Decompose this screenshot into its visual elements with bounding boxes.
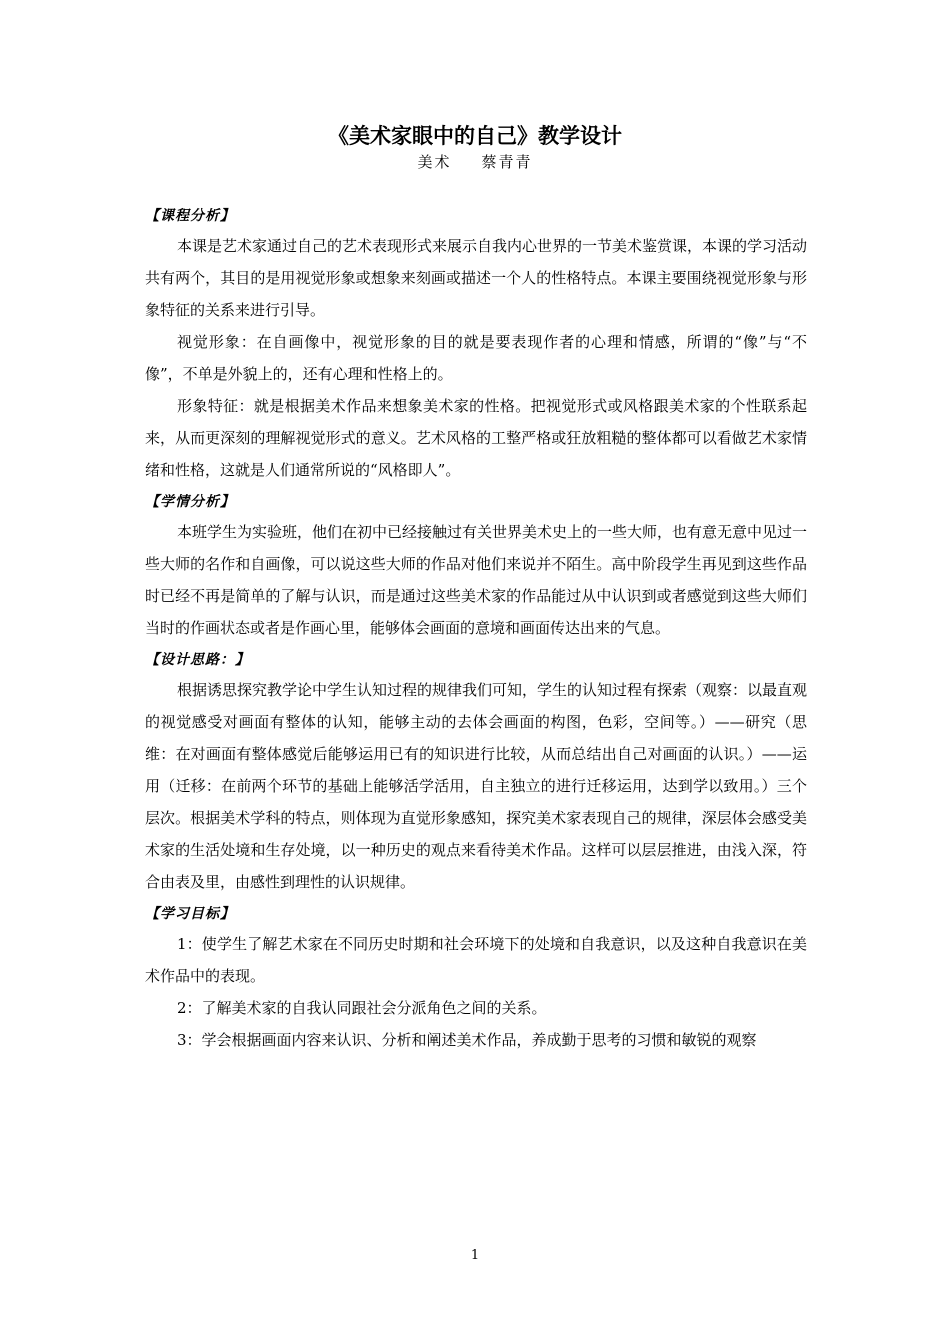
paragraph: 2：了解美术家的自我认同跟社会分派角色之间的关系。 [177, 999, 547, 1017]
section-heading-student-analysis: 【学情分析】 [145, 494, 235, 510]
paragraph: 本课是艺术家通过自己的艺术表现形式来展示自我内心世界的一节美术鉴赏课，本课的学习活动共有两个，其目的是用视觉形象或想象来刻画或描述一个人的性格特点。本课主要围绕视觉形象与形象特征的关系来进行引导。 [145, 237, 808, 319]
paragraph: 视觉形象：在自画像中，视觉形象的目的就是要表现作者的心理和情感，所谓的“像”与“不像”，不单是外貌上的，还有心理和性格上的。 [145, 333, 807, 383]
page-number: 1 [470, 1248, 480, 1263]
paragraph: 1：使学生了解艺术家在不同历史时期和社会环境下的处境和自我意识，以及这种自我意识在美术作品中的表现。 [145, 935, 807, 985]
author-subject: 美术 [417, 153, 452, 171]
paragraph: 本班学生为实验班，他们在初中已经接触过有关世界美术史上的一些大师，也有意无意中见过一些大师的名作和自画像，可以说这些大师的作品对他们来说并不陌生。高中阶段学生再见到这些作品时已经不再是简单的了解与认识，而是通过这些美术家的作品能过从中认识到或者感觉到这些大师们当时的作画状态或者是作画心里，能够体会画面的意境和画面传达出来的气息。 [145, 523, 808, 637]
section-heading-course-analysis: 【课程分析】 [145, 208, 235, 224]
paragraph: 3：学会根据画面内容来认识、分析和阐述美术作品，养成勤于思考的习惯和敏锐的观察 [177, 1031, 757, 1049]
author-name: 蔡青青 [481, 153, 533, 171]
paragraph: 根据诱思探究教学论中学生认知过程的规律我们可知，学生的认知过程有探索（观察：以最直观的视觉感受对画面有整体的认知，能够主动的去体会画面的构图，色彩，空间等。）——研究（思维：在对画面有整体感觉后能够运用已有的知识进行比较，从而总结出自己对画面的认识。）——运用（迁移：在前两个环节的基础上能够活学活用，自主独立的进行迁移运用，达到学以致用。）三个层次。根据美术学科的特点，则体现为直觉形象感知，探究美术家表现自己的规律，深层体会感受美术家的生活处境和生存处境，以一种历史的观点来看待美术作品。这样可以层层推进，由浅入深，符合由表及里，由感性到理性的认识规律。 [145, 681, 808, 891]
author-line [0, 152, 950, 172]
document-body [145, 200, 807, 1056]
document-title: 《美术家眼中的自己》教学设计 [328, 124, 622, 148]
paragraph: 形象特征：就是根据美术作品来想象美术家的性格。把视觉形式或风格跟美术家的个性联系起来，从而更深刻的理解视觉形式的意义。艺术风格的工整严格或狂放粗糙的整体都可以看做艺术家情绪和性格，这就是人们通常所说的“风格即人”。 [145, 397, 807, 479]
section-heading-design-idea: 【设计思路：】 [145, 652, 250, 668]
section-heading-learning-goals: 【学习目标】 [145, 906, 235, 922]
